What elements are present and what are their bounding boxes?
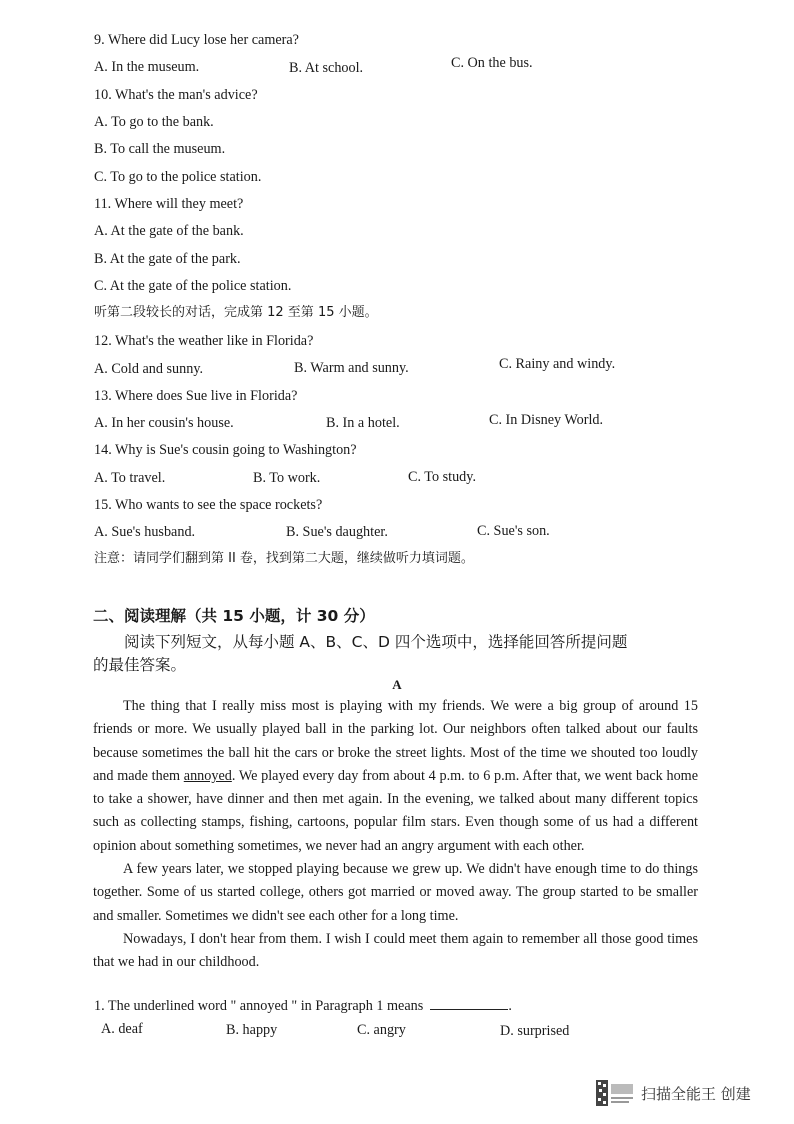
question-13-option-b: B. In a hotel. — [326, 415, 400, 431]
question-11-option-b: B. At the gate of the park. — [94, 251, 241, 267]
question-12-option-a: A. Cold and sunny. — [94, 361, 204, 377]
question-15-option-b: B. Sue's daughter. — [286, 524, 388, 540]
reading-question-1-option-a: A. deaf — [101, 1021, 143, 1037]
question-15-option-a: A. Sue's husband. — [94, 524, 196, 540]
section-instruction-line2: 的最佳答案。 — [93, 656, 187, 674]
passage-paragraph-2: A few years later, we stopped playing because we grew up. We didn't have enough time to do things together. Some of us started college, others got married or moved away. The group started to be smaller and smaller. Sometimes we didn't see each other for a long time. — [93, 861, 698, 924]
question-13-stem: 13. Where does Sue live in Florida? — [94, 388, 298, 404]
question-11-option-c: C. At the gate of the police station. — [94, 278, 292, 294]
question-12-option-b: B. Warm and sunny. — [294, 360, 409, 376]
note-text: 注意：请同学们翻到第 II 卷，找到第二大题，继续做听力填词题。 — [94, 551, 474, 566]
question-9-option-a: A. In the museum. — [94, 59, 200, 75]
question-12-stem: 12. What's the weather like in Florida? — [94, 333, 314, 349]
reading-question-1-option-b: B. happy — [226, 1022, 278, 1038]
section-instruction-line1: 阅读下列短文，从每小题 A、B、C、D 四个选项中，选择能回答所提问题 — [124, 633, 628, 651]
passage-body — [93, 695, 698, 975]
answer-blank — [430, 997, 508, 1010]
question-11-option-a: A. At the gate of the bank. — [94, 223, 244, 239]
question-13-option-c: C. In Disney World. — [489, 412, 604, 428]
question-15-option-c: C. Sue's son. — [477, 523, 550, 539]
camscanner-logo-icon — [595, 1078, 635, 1108]
question-14-stem: 14. Why is Sue's cousin going to Washington? — [94, 442, 357, 458]
question-9-option-c: C. On the bus. — [451, 55, 533, 71]
question-12-option-c: C. Rainy and windy. — [499, 356, 616, 372]
question-13-option-a: A. In her cousin's house. — [94, 415, 234, 431]
question-11-stem: 11. Where will they meet? — [94, 196, 244, 212]
question-10-stem: 10. What's the man's advice? — [94, 87, 258, 103]
listening-instruction: 听第二段较长的对话，完成第 12 至第 15 小题。 — [94, 305, 378, 320]
watermark-text: 扫描全能王 创建 — [641, 1084, 751, 1103]
passage-label: A — [392, 677, 402, 692]
section-heading: 二、阅读理解（共 15 小题，计 30 分） — [93, 607, 375, 625]
question-10-option-b: B. To call the museum. — [94, 141, 226, 157]
reading-question-1-option-c: C. angry — [357, 1022, 406, 1038]
reading-question-1-stem: 1. The underlined word " annoyed " in Paragraph 1 means . — [94, 998, 512, 1014]
passage-paragraph-1: The thing that I really miss most is playing with my friends. We were a big group of around 15 friends or more. We usually played ball in the parking lot. Our neighbors often talked about our faults because sometimes the ball hit the cars or broke the street lights. Most of the time we shouted too loudly and made them annoyed. We played every day from about 4 p.m. to 6 p.m. After that, we went back home to take a shower, have dinner and then met again. In the evening, we talked about many different topics such as collecting stamps, fishing, cartoons, popular film stars. Even though some of us had a different opinion about something sometimes, we never had an angry argument with each other. — [93, 698, 699, 854]
scanner-watermark — [595, 1078, 751, 1108]
underlined-word: annoyed — [183, 767, 232, 784]
passage-paragraph-3: Nowadays, I don't hear from them. I wish I could meet them again to remember all those good times that we had in our childhood. — [93, 930, 698, 971]
question-10-option-c: C. To go to the police station. — [94, 169, 262, 185]
question-15-stem: 15. Who wants to see the space rockets? — [94, 497, 323, 513]
question-14-option-c: C. To study. — [408, 469, 476, 485]
question-9-stem: 9. Where did Lucy lose her camera? — [94, 32, 299, 48]
question-9-option-b: B. At school. — [289, 60, 364, 76]
question-14-option-a: A. To travel. — [94, 470, 166, 486]
reading-question-1-option-d: D. surprised — [500, 1023, 570, 1039]
question-14-option-b: B. To work. — [253, 470, 321, 486]
question-10-option-a: A. To go to the bank. — [94, 114, 214, 130]
